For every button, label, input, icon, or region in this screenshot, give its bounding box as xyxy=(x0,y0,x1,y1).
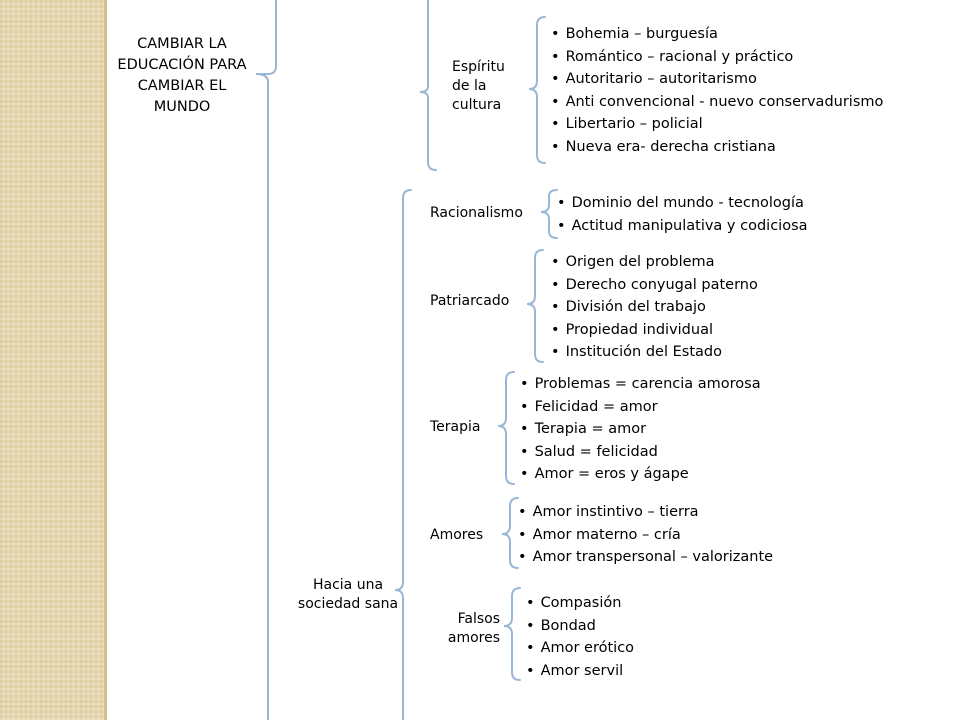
bracket-racionalismo-items xyxy=(541,190,557,238)
list-item: • Libertario – policial xyxy=(551,113,883,136)
list-item: • Amor = eros y ágape xyxy=(520,463,761,486)
list-falsos-amores xyxy=(526,592,634,682)
branch-label-terapia: Terapia xyxy=(430,419,481,435)
main-title: CAMBIAR LA EDUCACIÓN PARA CAMBIAR EL MUNDO xyxy=(117,36,247,115)
list-item: • Amor transpersonal – valorizante xyxy=(518,546,773,569)
list-item: • Problemas = carencia amorosa xyxy=(520,373,761,396)
list-item: • Compasión xyxy=(526,592,634,615)
bracket-falsos-items xyxy=(504,588,520,680)
main-bracket xyxy=(256,0,276,720)
list-item: • Amor erótico xyxy=(526,637,634,660)
list-item: • Autoritario – autoritarismo xyxy=(551,68,883,91)
branch-label-amores: Amores xyxy=(430,527,484,543)
list-item: • Bondad xyxy=(526,615,634,638)
bracket-terapia-items xyxy=(498,372,514,484)
list-item: • Terapia = amor xyxy=(520,418,761,441)
list-amores xyxy=(518,501,773,569)
list-item: • Amor servil xyxy=(526,660,634,683)
branch-label-patriarcado: Patriarcado xyxy=(430,293,510,309)
list-patriarcado xyxy=(551,251,758,364)
list-espiritu xyxy=(551,23,883,159)
list-item: • Anti convencional - nuevo conservadurismo xyxy=(551,91,883,114)
branch-label-falsos-amores: Falsos amores xyxy=(447,611,500,646)
list-item: • División del trabajo xyxy=(551,296,758,319)
list-item: • Amor instintivo – tierra xyxy=(518,501,773,524)
list-item: • Salud = felicidad xyxy=(520,441,761,464)
list-item: • Nueva era- derecha cristiana xyxy=(551,136,883,159)
list-item: • Felicidad = amor xyxy=(520,396,761,419)
list-terapia xyxy=(520,373,761,486)
list-item: • Origen del problema xyxy=(551,251,758,274)
list-item: • Derecho conyugal paterno xyxy=(551,274,758,297)
branch-label-espiritu: Espíritu de la cultura xyxy=(452,59,505,113)
list-item: • Dominio del mundo - tecnología xyxy=(557,192,808,215)
list-item: • Bohemia – burguesía xyxy=(551,23,883,46)
bracket-espiritu xyxy=(420,0,436,170)
list-item: • Actitud manipulativa y codiciosa xyxy=(557,215,808,238)
bracket-amores-items xyxy=(502,498,518,568)
subtitle: Hacia una sociedad sana xyxy=(297,577,399,612)
branch-label-racionalismo: Racionalismo xyxy=(430,205,523,221)
list-item: • Propiedad individual xyxy=(551,319,758,342)
list-item: • Amor materno – cría xyxy=(518,524,773,547)
list-item: • Institución del Estado xyxy=(551,341,758,364)
list-racionalismo xyxy=(557,192,808,237)
bracket-espiritu-items xyxy=(529,17,545,163)
bracket-patriarcado-items xyxy=(527,250,543,362)
sub-bracket xyxy=(395,190,411,720)
list-item: • Romántico – racional y práctico xyxy=(551,46,883,69)
